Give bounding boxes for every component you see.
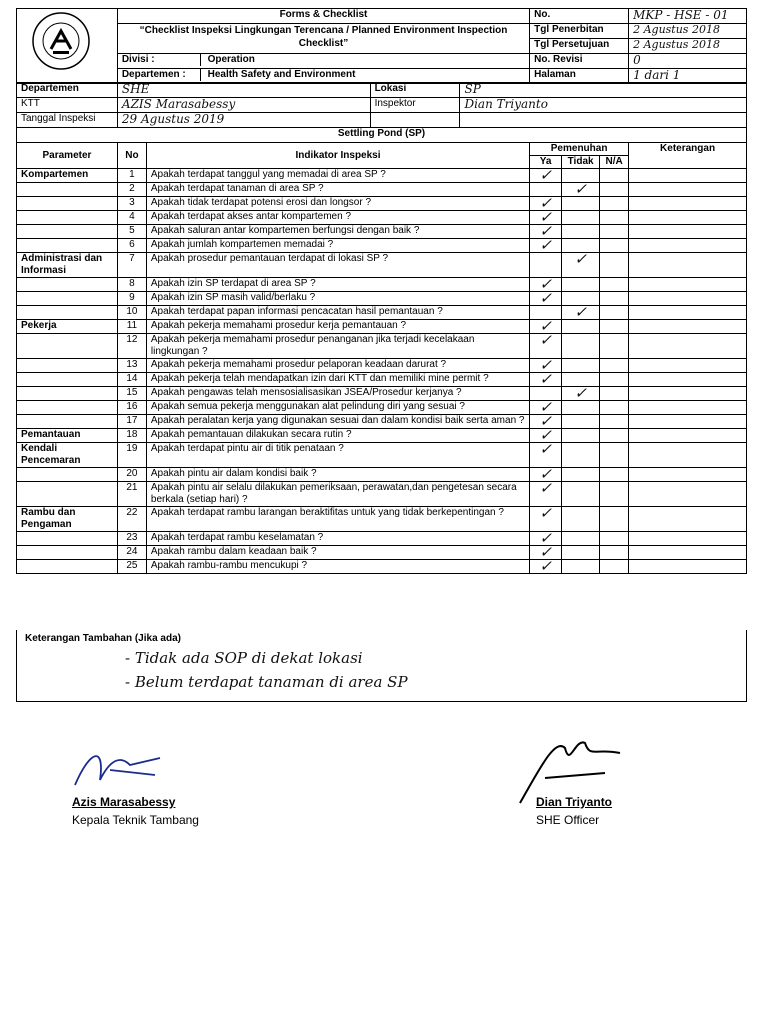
row-keterangan bbox=[629, 443, 747, 468]
right-signer-role: SHE Officer bbox=[536, 813, 600, 827]
blank-cell bbox=[370, 113, 460, 128]
row-number: 10 bbox=[117, 306, 146, 320]
check-mark-icon: ✓ bbox=[574, 384, 587, 402]
row-na-cell bbox=[600, 306, 629, 320]
row-indicator: Apakah terdapat rambu larangan beraktifitas untuk yang tidak berkepentingan ? bbox=[146, 507, 529, 532]
row-ya-cell bbox=[530, 557, 562, 575]
doc-title-line2: Checklist” bbox=[298, 38, 349, 49]
row-tidak-cell bbox=[562, 546, 600, 560]
row-keterangan bbox=[629, 401, 747, 415]
table-row bbox=[17, 169, 747, 183]
table-row bbox=[17, 387, 747, 401]
blank-cell bbox=[460, 113, 747, 128]
check-mark-icon: ✓ bbox=[539, 529, 552, 547]
row-parameter: Pekerja bbox=[17, 320, 118, 334]
row-indicator: Apakah tidak terdapat potensi erosi dan longsor ? bbox=[146, 197, 529, 211]
check-mark-icon: ✓ bbox=[539, 289, 552, 307]
divisi-row bbox=[117, 54, 529, 69]
row-keterangan bbox=[629, 373, 747, 387]
row-number: 19 bbox=[117, 443, 146, 468]
row-ya-cell bbox=[530, 479, 562, 507]
col-no: No bbox=[117, 143, 146, 169]
row-tidak-cell bbox=[562, 401, 600, 415]
table-row bbox=[17, 560, 747, 574]
row-indicator: Apakah peralatan kerja yang digunakan sesuai dan dalam kondisi baik serta aman ? bbox=[146, 415, 529, 429]
row-keterangan bbox=[629, 197, 747, 211]
row-number: 3 bbox=[117, 197, 146, 211]
row-number: 6 bbox=[117, 239, 146, 253]
row-number: 15 bbox=[117, 387, 146, 401]
check-mark-icon: ✓ bbox=[539, 331, 552, 349]
row-indicator: Apakah terdapat tanggul yang memadai di area SP ? bbox=[146, 169, 529, 183]
divisi-value: Operation bbox=[207, 54, 255, 65]
ktt-label: KTT bbox=[17, 98, 118, 113]
row-keterangan bbox=[629, 292, 747, 306]
row-parameter bbox=[17, 415, 118, 429]
table-row bbox=[17, 253, 747, 278]
check-mark-icon: ✓ bbox=[539, 194, 552, 212]
row-tidak-cell bbox=[562, 443, 600, 468]
table-row bbox=[17, 429, 747, 443]
row-tidak-cell bbox=[562, 180, 600, 198]
row-keterangan bbox=[629, 239, 747, 253]
departemen-label: Departemen : bbox=[118, 69, 201, 81]
ktt-value: AZIS Marasabessy bbox=[117, 98, 370, 113]
row-tidak-cell bbox=[562, 278, 600, 292]
check-mark-icon: ✓ bbox=[574, 303, 587, 321]
row-indicator: Apakah pengawas telah mensosialisasikan JSEA/Prosedur kerjanya ? bbox=[146, 387, 529, 401]
departemen-value: Health Safety and Environment bbox=[207, 69, 356, 80]
row-number: 24 bbox=[117, 546, 146, 560]
divisi-label: Divisi : bbox=[118, 54, 201, 66]
row-parameter bbox=[17, 532, 118, 546]
row-indicator: Apakah pekerja memahami prosedur kerja pemantauan ? bbox=[146, 320, 529, 334]
row-number: 17 bbox=[117, 415, 146, 429]
tgl-persetujuan-label: Tgl Persetujuan bbox=[530, 39, 629, 54]
notes-line2: - Belum terdapat tanaman di area SP bbox=[125, 673, 408, 691]
row-keterangan bbox=[629, 225, 747, 239]
row-indicator: Apakah pemantauan dilakukan secara rutin ? bbox=[146, 429, 529, 443]
row-na-cell bbox=[600, 532, 629, 546]
table-row bbox=[17, 401, 747, 415]
row-number: 4 bbox=[117, 211, 146, 225]
row-parameter bbox=[17, 387, 118, 401]
row-keterangan bbox=[629, 532, 747, 546]
row-parameter: Kompartemen bbox=[17, 169, 118, 183]
row-parameter: Kendali Pencemaran bbox=[17, 443, 118, 468]
row-number: 12 bbox=[117, 334, 146, 359]
row-na-cell bbox=[600, 278, 629, 292]
col-parameter: Parameter bbox=[17, 143, 118, 169]
row-number: 13 bbox=[117, 359, 146, 373]
row-tidak-cell bbox=[562, 225, 600, 239]
check-mark-icon: ✓ bbox=[539, 557, 552, 575]
row-number: 25 bbox=[117, 560, 146, 574]
row-indicator: Apakah terdapat akses antar kompartemen ? bbox=[146, 211, 529, 225]
tgl-penerbitan-label: Tgl Penerbitan bbox=[530, 24, 629, 39]
company-logo bbox=[31, 11, 91, 71]
halaman-value: 1 dari 1 bbox=[629, 69, 747, 84]
notes-label: Keterangan Tambahan (Jika ada) bbox=[25, 633, 181, 644]
row-indicator: Apakah pintu air selalu dilakukan pemeriksaan, perawatan,dan pengetesan secara berkala (setiap hari) ? bbox=[146, 482, 529, 507]
row-indicator: Apakah pintu air dalam kondisi baik ? bbox=[146, 468, 529, 482]
table-row bbox=[17, 306, 747, 320]
table-row bbox=[17, 373, 747, 387]
row-na-cell bbox=[600, 429, 629, 443]
col-indikator: Indikator Inspeksi bbox=[146, 143, 529, 169]
row-indicator: Apakah prosedur pemantauan terdapat di lokasi SP ? bbox=[146, 253, 529, 278]
check-mark-icon: ✓ bbox=[539, 317, 552, 335]
row-keterangan bbox=[629, 306, 747, 320]
check-mark-icon: ✓ bbox=[539, 398, 552, 416]
row-ya-cell bbox=[530, 370, 562, 388]
row-indicator: Apakah terdapat papan informasi pencacatan hasil pemantauan ? bbox=[146, 306, 529, 320]
row-indicator: Apakah pekerja telah mendapatkan izin dari KTT dan memiliki mine permit ? bbox=[146, 373, 529, 387]
row-parameter bbox=[17, 373, 118, 387]
row-number: 5 bbox=[117, 225, 146, 239]
row-na-cell bbox=[600, 507, 629, 532]
table-row bbox=[17, 468, 747, 482]
row-parameter bbox=[17, 292, 118, 306]
row-indicator: Apakah terdapat pintu air di titik penataan ? bbox=[146, 443, 529, 468]
row-na-cell bbox=[600, 415, 629, 429]
forms-title: Forms & Checklist bbox=[117, 9, 529, 24]
lokasi-label: Lokasi bbox=[370, 83, 460, 98]
notes-line1: - Tidak ada SOP di dekat lokasi bbox=[125, 649, 363, 667]
row-indicator: Apakah izin SP masih valid/berlaku ? bbox=[146, 292, 529, 306]
tgl-persetujuan-value: 2 Agustus 2018 bbox=[629, 39, 747, 54]
check-mark-icon: ✓ bbox=[574, 180, 587, 198]
row-number: 2 bbox=[117, 183, 146, 197]
section-title: Settling Pond (SP) bbox=[17, 128, 747, 143]
row-na-cell bbox=[600, 197, 629, 211]
row-na-cell bbox=[600, 169, 629, 183]
row-na-cell bbox=[600, 373, 629, 387]
table-row bbox=[17, 532, 747, 546]
logo-cell bbox=[17, 9, 118, 84]
row-na-cell bbox=[600, 468, 629, 482]
row-indicator: Apakah izin SP terdapat di area SP ? bbox=[146, 278, 529, 292]
lokasi-value: SP bbox=[460, 83, 747, 98]
row-indicator: Apakah saluran antar kompartemen berfungsi dengan baik ? bbox=[146, 225, 529, 239]
row-tidak-cell bbox=[562, 334, 600, 359]
table-row bbox=[17, 320, 747, 334]
row-tidak-cell bbox=[562, 197, 600, 211]
check-mark-icon: ✓ bbox=[539, 412, 552, 430]
row-tidak-cell bbox=[562, 359, 600, 373]
row-number: 14 bbox=[117, 373, 146, 387]
row-na-cell bbox=[600, 239, 629, 253]
row-parameter bbox=[17, 334, 118, 359]
row-keterangan bbox=[629, 278, 747, 292]
row-na-cell bbox=[600, 225, 629, 239]
table-row bbox=[17, 334, 747, 359]
row-parameter: Rambu dan Pengaman bbox=[17, 507, 118, 532]
row-ya-cell bbox=[530, 236, 562, 254]
row-tidak-cell bbox=[562, 429, 600, 443]
halaman-label: Halaman bbox=[530, 69, 629, 84]
row-number: 22 bbox=[117, 507, 146, 532]
row-parameter bbox=[17, 401, 118, 415]
row-number: 11 bbox=[117, 320, 146, 334]
row-keterangan bbox=[629, 415, 747, 429]
check-mark-icon: ✓ bbox=[539, 440, 552, 458]
table-row bbox=[17, 225, 747, 239]
row-ya-cell bbox=[530, 331, 562, 359]
row-number: 1 bbox=[117, 169, 146, 183]
checklist-table bbox=[16, 127, 747, 574]
row-keterangan bbox=[629, 468, 747, 482]
row-na-cell bbox=[600, 443, 629, 468]
row-keterangan bbox=[629, 320, 747, 334]
row-keterangan bbox=[629, 183, 747, 197]
row-parameter: Administrasi dan Informasi bbox=[17, 253, 118, 278]
row-keterangan bbox=[629, 253, 747, 278]
tgl-penerbitan-value: 2 Agustus 2018 bbox=[629, 24, 747, 39]
row-tidak-cell bbox=[562, 320, 600, 334]
table-row bbox=[17, 197, 747, 211]
row-tidak-cell bbox=[562, 482, 600, 507]
left-signer-role: Kepala Teknik Tambang bbox=[72, 813, 199, 827]
check-mark-icon: ✓ bbox=[539, 208, 552, 226]
row-indicator: Apakah semua pekerja menggunakan alat pelindung diri yang sesuai ? bbox=[146, 401, 529, 415]
table-row bbox=[17, 359, 747, 373]
row-indicator: Apakah pekerja memahami prosedur penanganan jika terjadi kecelakaan lingkungan ? bbox=[146, 334, 529, 359]
row-keterangan bbox=[629, 482, 747, 507]
row-keterangan bbox=[629, 387, 747, 401]
row-keterangan bbox=[629, 211, 747, 225]
col-ya: Ya bbox=[530, 156, 562, 169]
row-keterangan bbox=[629, 560, 747, 574]
left-signature bbox=[70, 740, 170, 800]
table-row bbox=[17, 239, 747, 253]
no-revisi-value: 0 bbox=[629, 54, 747, 69]
right-signer-name: Dian Triyanto bbox=[536, 795, 613, 809]
no-revisi-label: No. Revisi bbox=[530, 54, 629, 69]
row-tidak-cell bbox=[562, 384, 600, 402]
row-na-cell bbox=[600, 359, 629, 373]
no-label: No. bbox=[530, 9, 629, 24]
row-number: 18 bbox=[117, 429, 146, 443]
tanggal-label: Tanggal Inspeksi bbox=[17, 113, 118, 128]
row-ya-cell bbox=[530, 504, 562, 532]
inspection-info bbox=[16, 82, 747, 128]
row-tidak-cell bbox=[562, 303, 600, 321]
check-mark-icon: ✓ bbox=[539, 356, 552, 374]
row-tidak-cell bbox=[562, 560, 600, 574]
table-row bbox=[17, 546, 747, 560]
check-mark-icon: ✓ bbox=[539, 236, 552, 254]
table-row bbox=[17, 183, 747, 197]
table-row bbox=[17, 482, 747, 507]
row-tidak-cell bbox=[562, 468, 600, 482]
row-na-cell bbox=[600, 320, 629, 334]
info-departemen-value: SHE bbox=[117, 83, 370, 98]
row-keterangan bbox=[629, 429, 747, 443]
row-tidak-cell bbox=[562, 250, 600, 278]
row-na-cell bbox=[600, 253, 629, 278]
row-indicator: Apakah jumlah kompartemen memadai ? bbox=[146, 239, 529, 253]
row-number: 21 bbox=[117, 482, 146, 507]
row-indicator: Apakah rambu-rambu mencukupi ? bbox=[146, 560, 529, 574]
row-number: 7 bbox=[117, 253, 146, 278]
row-na-cell bbox=[600, 401, 629, 415]
row-number: 20 bbox=[117, 468, 146, 482]
row-ya-cell bbox=[530, 253, 562, 278]
row-indicator: Apakah terdapat rambu keselamatan ? bbox=[146, 532, 529, 546]
row-indicator: Apakah rambu dalam keadaan baik ? bbox=[146, 546, 529, 560]
row-indicator: Apakah terdapat tanaman di area SP ? bbox=[146, 183, 529, 197]
row-parameter bbox=[17, 225, 118, 239]
row-tidak-cell bbox=[562, 415, 600, 429]
row-parameter bbox=[17, 306, 118, 320]
check-mark-icon: ✓ bbox=[539, 543, 552, 561]
row-ya-cell bbox=[530, 166, 562, 184]
row-na-cell bbox=[600, 482, 629, 507]
col-pemenuhan: Pemenuhan bbox=[530, 143, 629, 156]
col-keterangan: Keterangan bbox=[629, 143, 747, 169]
row-parameter bbox=[17, 183, 118, 197]
inspektor-value: Dian Triyanto bbox=[460, 98, 747, 113]
row-parameter bbox=[17, 482, 118, 507]
row-parameter bbox=[17, 211, 118, 225]
tanggal-value: 29 Agustus 2019 bbox=[117, 113, 370, 128]
row-parameter bbox=[17, 560, 118, 574]
check-mark-icon: ✓ bbox=[539, 222, 552, 240]
row-keterangan bbox=[629, 359, 747, 373]
table-row bbox=[17, 211, 747, 225]
row-keterangan bbox=[629, 334, 747, 359]
check-mark-icon: ✓ bbox=[539, 504, 552, 522]
document-header bbox=[16, 8, 747, 84]
checklist-rows bbox=[17, 166, 747, 575]
row-na-cell bbox=[600, 211, 629, 225]
row-number: 23 bbox=[117, 532, 146, 546]
row-number: 8 bbox=[117, 278, 146, 292]
row-na-cell bbox=[600, 387, 629, 401]
check-mark-icon: ✓ bbox=[539, 479, 552, 497]
col-na: N/A bbox=[600, 156, 629, 169]
info-departemen-label: Departemen bbox=[17, 83, 118, 98]
row-na-cell bbox=[600, 560, 629, 574]
left-signer-name: Azis Marasabessy bbox=[72, 795, 176, 809]
row-number: 9 bbox=[117, 292, 146, 306]
row-tidak-cell bbox=[562, 507, 600, 532]
row-parameter bbox=[17, 359, 118, 373]
table-row bbox=[17, 278, 747, 292]
doc-title bbox=[117, 24, 529, 54]
row-keterangan bbox=[629, 169, 747, 183]
row-na-cell bbox=[600, 334, 629, 359]
row-parameter: Pemantauan bbox=[17, 429, 118, 443]
inspektor-label: Inspektor bbox=[370, 98, 460, 113]
table-row bbox=[17, 507, 747, 532]
col-tidak: Tidak bbox=[562, 156, 600, 169]
row-ya-cell bbox=[530, 289, 562, 307]
row-indicator: Apakah pekerja memahami prosedur pelaporan keadaan darurat ? bbox=[146, 359, 529, 373]
check-mark-icon: ✓ bbox=[539, 426, 552, 444]
row-parameter bbox=[17, 468, 118, 482]
check-mark-icon: ✓ bbox=[574, 250, 587, 268]
row-parameter bbox=[17, 239, 118, 253]
row-na-cell bbox=[600, 183, 629, 197]
table-row bbox=[17, 415, 747, 429]
table-row bbox=[17, 292, 747, 306]
check-mark-icon: ✓ bbox=[539, 465, 552, 483]
row-na-cell bbox=[600, 292, 629, 306]
row-parameter bbox=[17, 197, 118, 211]
row-ya-cell bbox=[530, 440, 562, 468]
row-keterangan bbox=[629, 507, 747, 532]
row-parameter bbox=[17, 546, 118, 560]
row-parameter bbox=[17, 278, 118, 292]
check-mark-icon: ✓ bbox=[539, 275, 552, 293]
row-na-cell bbox=[600, 546, 629, 560]
doc-title-line1: “Checklist Inspeksi Lingkungan Terencana / Planned Environment Inspection bbox=[139, 25, 508, 36]
table-row bbox=[17, 443, 747, 468]
row-tidak-cell bbox=[562, 211, 600, 225]
check-mark-icon: ✓ bbox=[539, 370, 552, 388]
row-number: 16 bbox=[117, 401, 146, 415]
no-value: MKP - HSE - 01 bbox=[629, 9, 747, 24]
row-tidak-cell bbox=[562, 532, 600, 546]
row-keterangan bbox=[629, 546, 747, 560]
check-mark-icon: ✓ bbox=[539, 166, 552, 184]
notes-box bbox=[16, 630, 747, 702]
